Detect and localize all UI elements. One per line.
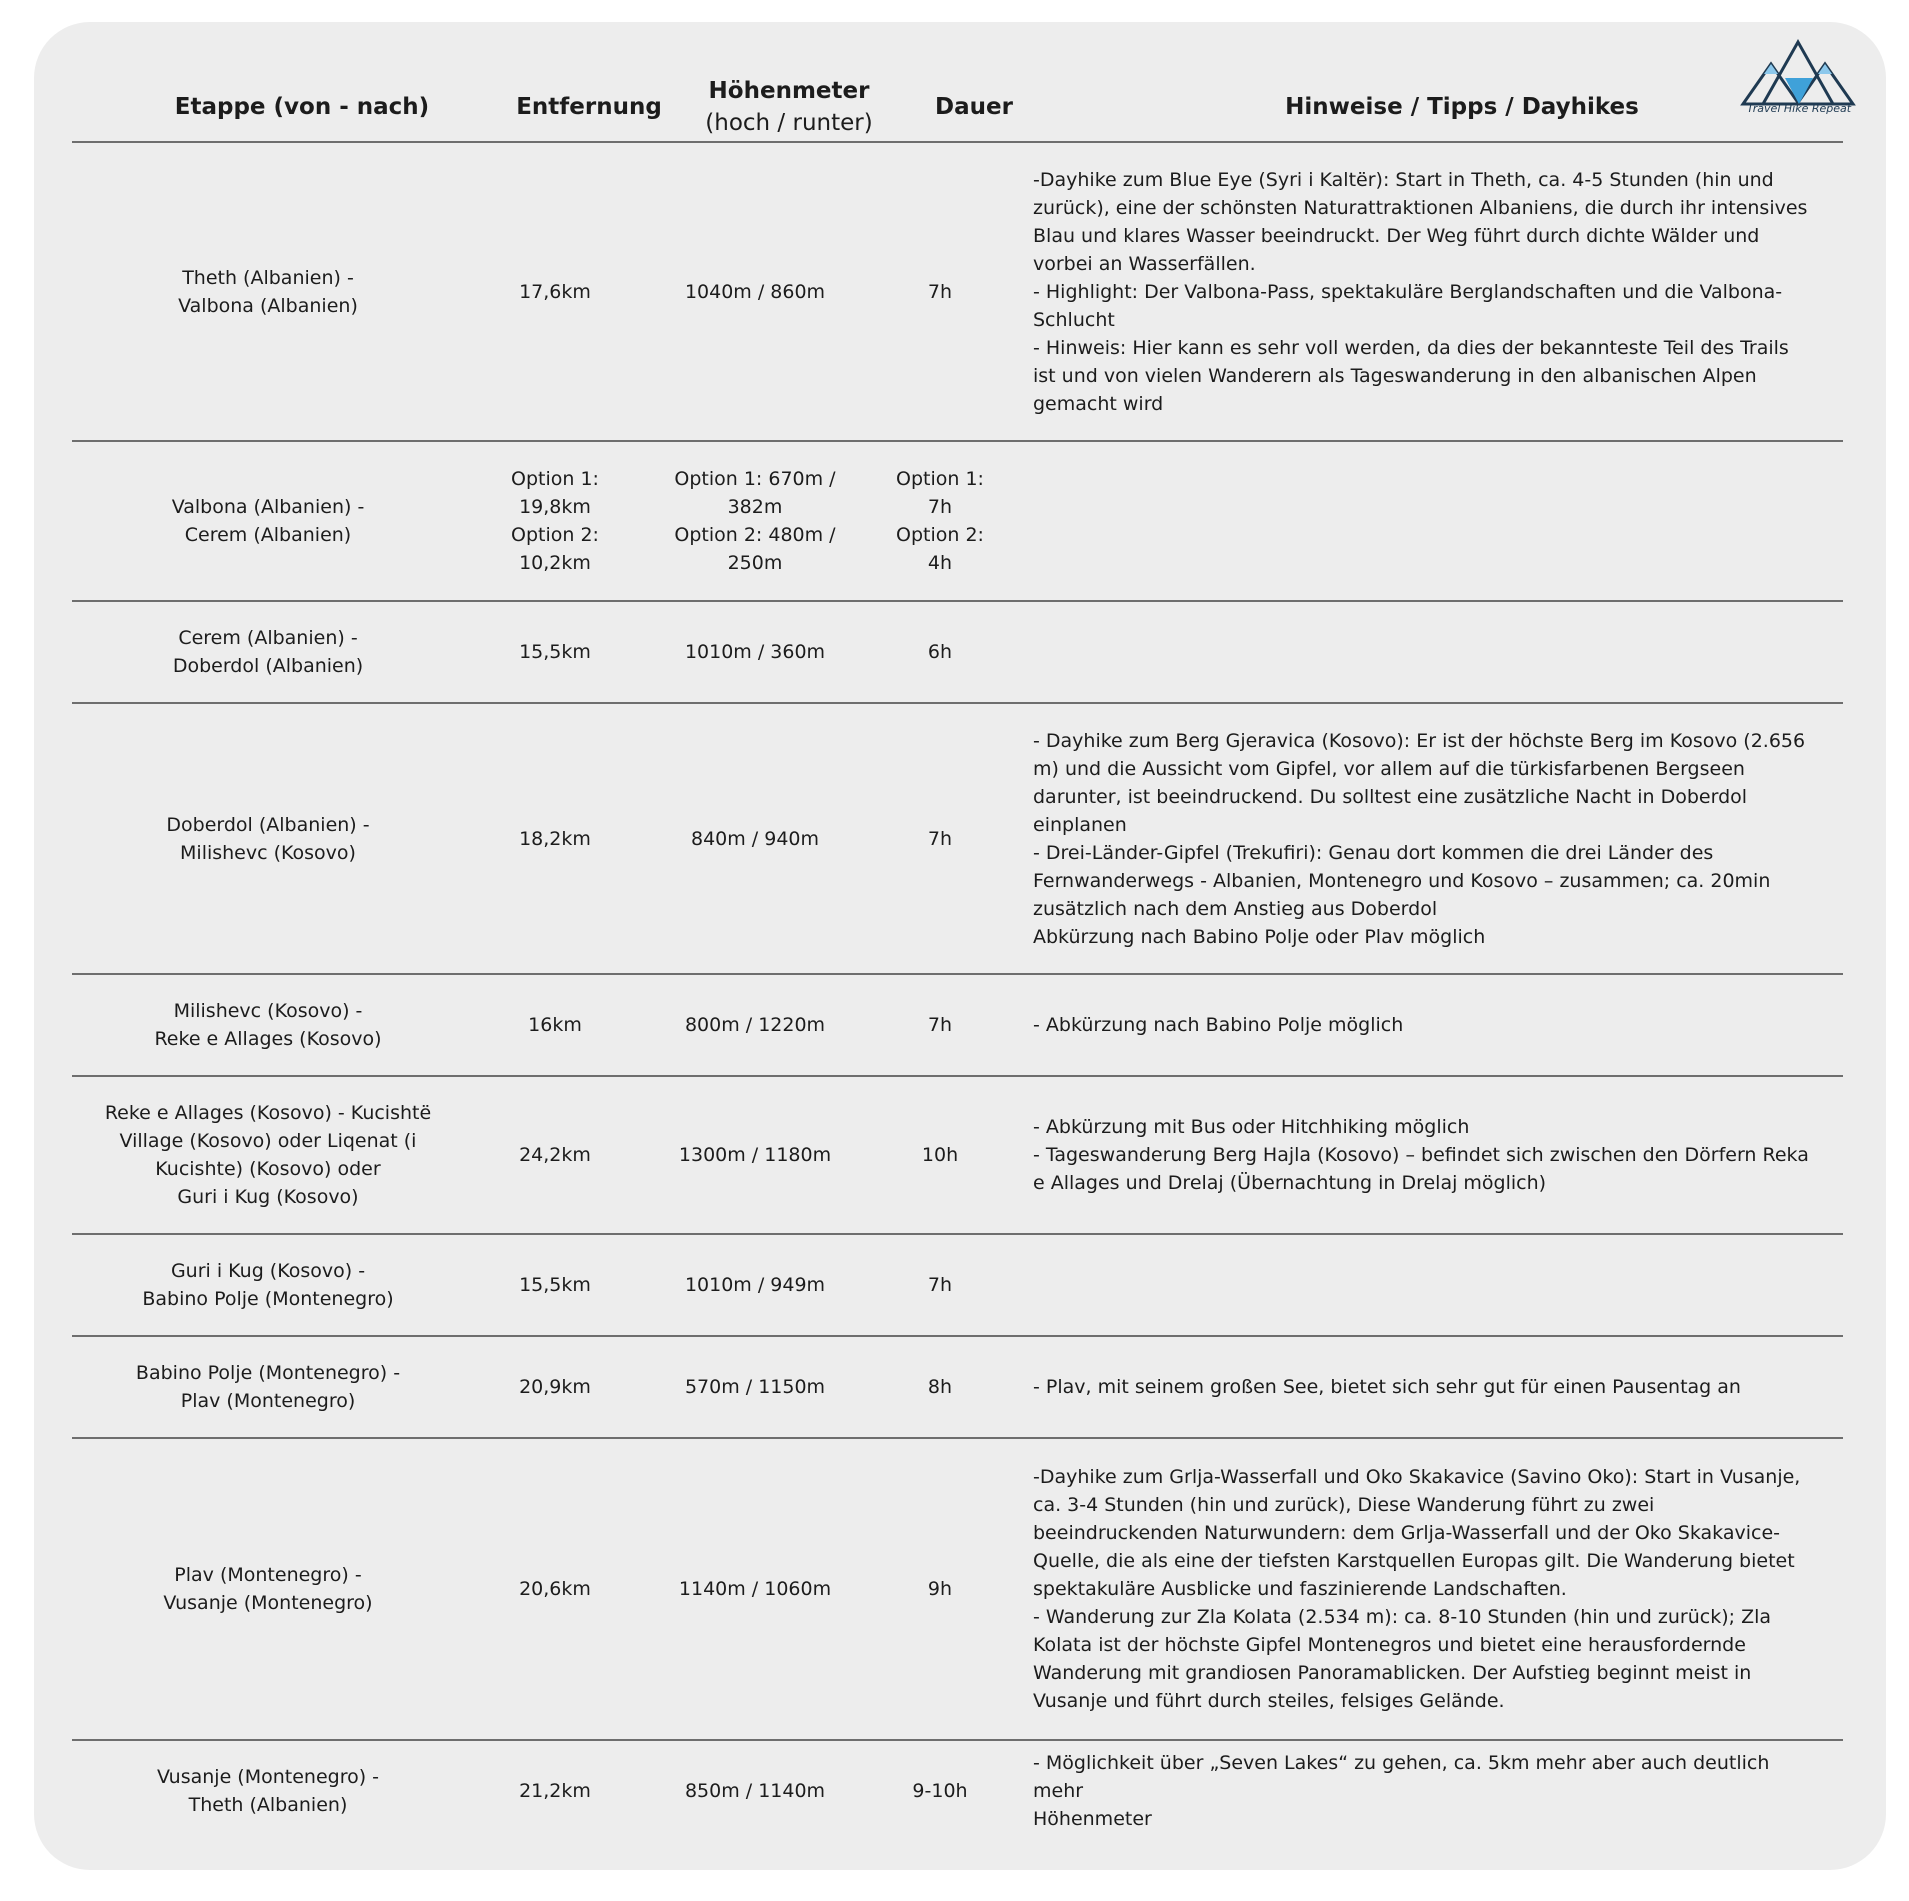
row-5-hinweise: - Abkürzung nach Babino Polje möglich (1033, 1014, 1404, 1036)
row-6-etappe: Reke e Allages (Kosovo) - Kucishtë Village (Kosovo) oder Liqenat (i Kucishte) (Kosovo) oder Guri i Kug (Kosovo) (104, 1102, 432, 1208)
row-5-dauer: 7h (927, 1014, 953, 1036)
row-1-hoehenmeter: 1040m / 860m (684, 280, 826, 303)
header-hoehenmeter-label: Höhenmeter (708, 78, 870, 104)
row-1-hinweise: -Dayhike zum Blue Eye (Syri i Kaltër): Start in Theth, ca. 4-5 Stunden (hin und zurück), eine der schönsten Naturattraktionen Albaniens, die durch ihr intensives Blau und klares Wasser beeindruckt. Der Weg führt durch dichte Wälder und vorbei an Wasserfällen. - Highlight: Der Valbona-Pass, spektakuläre Berglandschaften und die Valbona- Schlucht - Hinweis: Hier kann es sehr voll werden, da dies der bekannteste Teil des Trails ist und von vielen Wanderern als Tageswanderung in den albanischen Alpen gemacht wird (1033, 168, 1808, 415)
row-5-etappe: Milishevc (Kosovo) - Reke e Allages (Kosovo) (154, 1000, 382, 1050)
row-3-etappe: Cerem (Albanien) - Doberdol (Albanien) (172, 627, 364, 677)
row-7-entfernung: 15,5km (519, 1274, 591, 1296)
row-6-dauer: 10h (921, 1144, 959, 1166)
row-8-hoehenmeter: 570m / 1150m (684, 1376, 826, 1398)
header-etappe (120, 66, 484, 148)
row-10-hinweise: - Möglichkeit über „Seven Lakes“ zu gehen, ca. 5km mehr aber auch deutlich mehr Höhenmeter (1033, 1752, 1770, 1830)
row-8-dauer: 8h (927, 1376, 953, 1398)
row-4-hinweise: - Dayhike zum Berg Gjeravica (Kosovo): Er ist der höchste Berg im Kosovo (2.656 m) und die Aussicht vom Gipfel, vor allem auf die türkisfarbenen Bergseen darunter, ist beeindruckend. Du solltest eine zusätzliche Nacht in Doberdol einplanen - Drei-Länder-Gipfel (Trekufiri): Genau dort kommen die drei Länder des Fernwanderwegs - Albanien, Montenegro und Kosovo – zusammen; ca. 20min zusätzlich nach dem Anstieg aus Doberdol Abkürzung nach Babino Polje oder Plav möglich (1033, 729, 1806, 948)
row-2-entfernung: Option 1: 19,8km Option 2: 10,2km (511, 468, 599, 574)
row-10-hoehenmeter: 850m / 1140m (684, 1780, 826, 1802)
row-4-entfernung: 18,2km (519, 827, 591, 850)
row-7-etappe: Guri i Kug (Kosovo) - Babino Polje (Montenegro) (142, 1260, 394, 1310)
row-4-dauer: 7h (927, 827, 953, 850)
row-1-dauer: 7h (927, 280, 953, 303)
row-9-hinweise: -Dayhike zum Grlja-Wasserfall und Oko Skakavice (Savino Oko): Start in Vusanje, ca. 3-4 Stunden (hin und zurück), Diese Wanderung führt zu zwei beeindruckenden Naturwundern: dem Grlja-Wasserfall und der Oko Skakavice- Quelle, die als eine der tiefsten Karstquellen Europas gilt. Die Wanderung bietet spektakuläre Ausblicke und faszinierende Landschaften. - Wanderung zur Zla Kolata (2.534 m): ca. 8-10 Stunden (hin und zurück); Zla Kolata ist der höchste Gipfel Montenegros und bietet eine herausfordernde Wanderung mit grandiosen Panoramablicken. Der Aufstieg beginnt meist in Vusanje und führt durch steiles, felsiges Gelände. (1033, 1466, 1801, 1712)
row-8-entfernung: 20,9km (519, 1376, 591, 1398)
row-7-hinweise (1033, 1235, 1823, 1335)
row-6-hinweise: - Abkürzung mit Bus oder Hitchhiking möglich - Tageswanderung Berg Hajla (Kosovo) – befindet sich zwischen den Dörfern Reka e Allages und Drelaj (Übernachtung in Drelaj möglich) (1033, 1116, 1809, 1194)
row-5-hoehenmeter: 800m / 1220m (684, 1014, 826, 1036)
header-entfernung (499, 66, 679, 148)
header-hinweise-label: Hinweise / Tipps / Dayhikes (1285, 94, 1639, 120)
row-3-hoehenmeter: 1010m / 360m (684, 641, 826, 663)
row-10-etappe: Vusanje (Montenegro) - Theth (Albanien) (156, 1766, 380, 1816)
row-9-dauer: 9h (927, 1578, 953, 1600)
logo-text: Travel Hike Repeat (1746, 102, 1852, 115)
row-9-etappe: Plav (Montenegro) - Vusanje (Montenegro) (163, 1564, 373, 1614)
row-2-dauer: Option 1: 7h Option 2: 4h (896, 468, 984, 574)
header-hoehenmeter-sub: (hoch / runter) (705, 110, 873, 136)
row-5-entfernung: 16km (528, 1014, 582, 1036)
row-7-hoehenmeter: 1010m / 949m (684, 1274, 826, 1296)
row-6-entfernung: 24,2km (519, 1144, 591, 1166)
row-10-dauer: 9-10h (912, 1780, 968, 1802)
row-1-entfernung: 17,6km (519, 280, 591, 303)
header-entfernung-label: Entfernung (516, 94, 662, 120)
row-4-etappe: Doberdol (Albanien) - Milishevc (Kosovo) (166, 813, 370, 864)
header-hoehenmeter (689, 66, 889, 148)
row-4-hoehenmeter: 840m / 940m (690, 827, 820, 850)
row-8-hinweise: - Plav, mit seinem großen See, bietet sich sehr gut für einen Pausentag an (1033, 1376, 1741, 1398)
row-1-etappe: Theth (Albanien) - Valbona (Albanien) (178, 266, 358, 317)
row-3-entfernung: 15,5km (519, 641, 591, 663)
row-2-etappe: Valbona (Albanien) - Cerem (Albanien) (171, 496, 365, 546)
row-3-dauer: 6h (927, 641, 953, 663)
row-10-entfernung: 21,2km (519, 1780, 591, 1802)
row-7-dauer: 7h (927, 1274, 953, 1296)
row-9-hoehenmeter: 1140m / 1060m (678, 1578, 832, 1600)
row-2-hinweise (1033, 442, 1823, 600)
header-dauer-label: Dauer (935, 94, 1013, 120)
row-6-hoehenmeter: 1300m / 1180m (678, 1144, 832, 1166)
row-8-etappe: Babino Polje (Montenegro) - Plav (Montenegro) (135, 1362, 401, 1412)
row-3-hinweise (1033, 602, 1823, 702)
header-etappe-label: Etappe (von - nach) (174, 94, 430, 120)
row-2-hoehenmeter: Option 1: 670m / 382m Option 2: 480m / 250m (674, 468, 836, 574)
row-9-entfernung: 20,6km (519, 1578, 591, 1600)
header-dauer (909, 66, 1039, 148)
